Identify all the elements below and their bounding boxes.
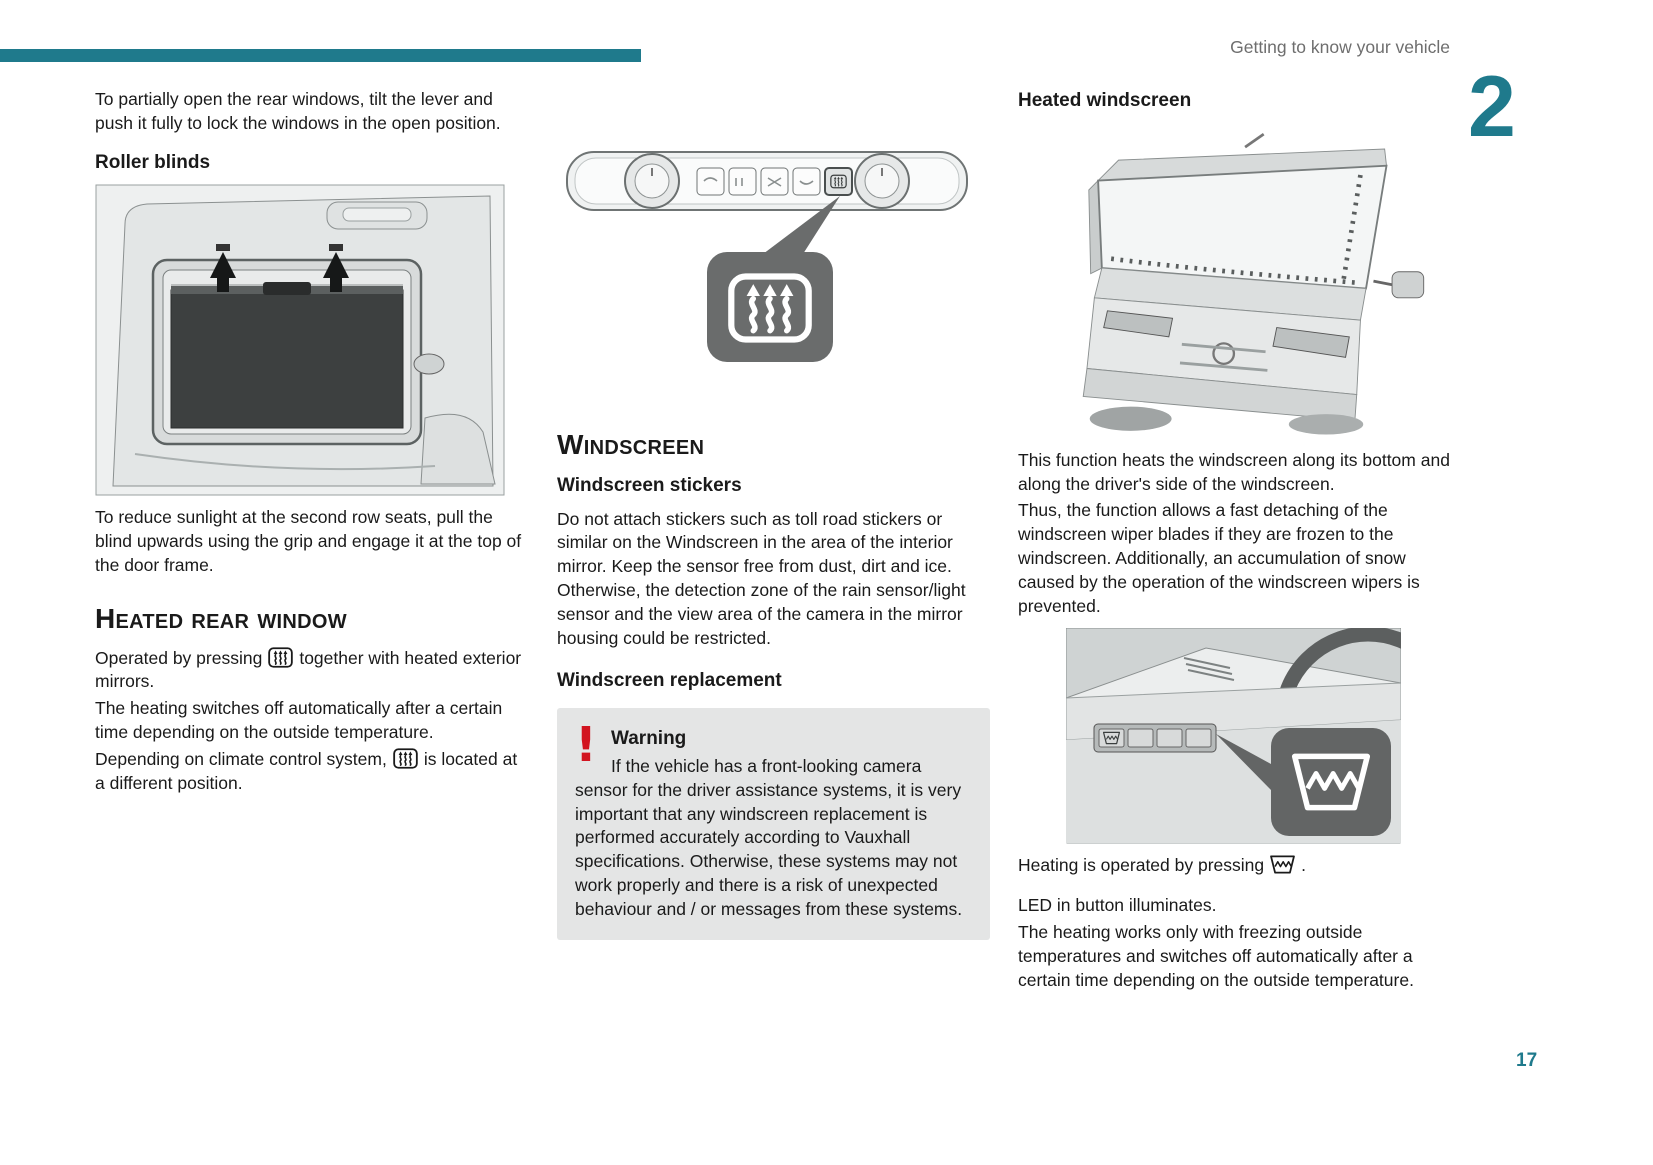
hrw-paragraph-1: Operated by pressing together with heated exterior mirrors. — [95, 647, 522, 692]
heated-windscreen-paragraph-1: This function heats the windscreen along its bottom and along the driver's side of the windscreen. — [1018, 449, 1450, 494]
roller-blinds-paragraph: To reduce sunlight at the second row seats, pull the blind upwards using the grip and engage it at the top of the door frame. — [95, 507, 522, 576]
climate-panel-figure — [557, 126, 990, 366]
windscreen-heading: Windscreen — [557, 429, 705, 460]
intro-paragraph: To partially open the rear windows, tilt the lever and push it fully to lock the windows in the open position. — [95, 89, 501, 133]
van-front-figure — [1033, 123, 1451, 441]
hrw-paragraph-2: The heating switches off automatically after a certain time depending on the outside temperature. — [95, 698, 503, 742]
warning-exclamation-icon: ! — [575, 717, 597, 774]
roller-blinds-heading: Roller blinds — [95, 151, 211, 173]
windscreen-stickers-heading: Windscreen stickers — [557, 474, 742, 496]
left-knob — [625, 154, 679, 208]
windscreen-replacement-heading: Windscreen replacement — [557, 670, 782, 692]
side-mirror — [1392, 272, 1424, 298]
warning-text: If the vehicle has a front-looking camera sensor for the driver assistance systems, it is very important that any windscreen replacement is performed accurately according to Vauxhall specifications. Otherwise, these systems may not work properly and there is a risk of unexpected behaviour and / or messages from these systems. — [575, 756, 963, 919]
dashboard-figure — [1066, 628, 1451, 844]
windscreen — [1098, 166, 1386, 289]
chapter-number: 2 — [1468, 59, 1516, 155]
led-paragraph: LED in button illuminates. — [1018, 895, 1217, 916]
right-knob — [855, 154, 909, 208]
heated-rear-window-heading: Heated rear window — [95, 602, 347, 634]
heating-operate-paragraph: Heating is operated by pressing . — [1018, 855, 1306, 876]
heated-windscreen-paragraph-2: Thus, the function allows a fast detaching of the windscreen wiper blades if they are frozen to the windscreen. Additionally, an accumulation of snow caused by the operation of the windscreen wipers is prevented. — [1018, 500, 1420, 616]
climate-panel-illustration — [557, 126, 977, 366]
column-middle — [557, 126, 990, 940]
heating-conditions-paragraph: The heating works only with freezing outside temperatures and switches off automatically after a certain time depending on the outside temperature. — [1018, 922, 1414, 990]
dashboard-illustration — [1066, 628, 1401, 844]
warning-box — [557, 708, 990, 939]
rear-window-defrost-icon — [392, 748, 419, 769]
chapter-accent-bar — [0, 49, 641, 62]
windscreen-stickers-paragraph: Do not attach stickers such as toll road stickers or similar on the Windscreen in the area of the interior mirror. Keep the sensor free from dust, dirt and ice. Otherwise, the detection zone of the rain sensor/light sensor and the view area of the camera in the mirror housing could be restricted. — [557, 508, 966, 648]
heated-windscreen-heading: Heated windscreen — [1018, 90, 1192, 111]
heated-windscreen-icon — [1269, 854, 1296, 875]
hrw-paragraph-3: Depending on climate control system, is located at a different position. — [95, 748, 518, 793]
page-number: 17 — [1516, 1050, 1538, 1071]
running-header: Getting to know your vehicle — [1230, 37, 1450, 57]
column-right — [1018, 88, 1451, 995]
rear-window-defrost-icon — [267, 647, 294, 668]
roller-blind-figure — [95, 184, 528, 496]
roller-blind-illustration — [95, 184, 505, 496]
van-front-illustration — [1033, 123, 1433, 441]
column-left — [95, 88, 528, 798]
warning-title: Warning — [611, 728, 687, 750]
